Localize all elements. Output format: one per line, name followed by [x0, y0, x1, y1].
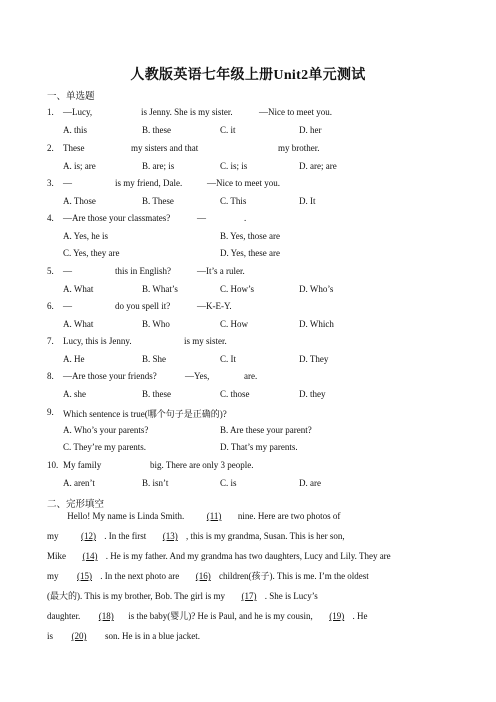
cloze-text: Mike	[47, 551, 66, 561]
question-number: 4.	[47, 213, 54, 223]
option-d: D. her	[299, 125, 322, 135]
option-a: A. Yes, he is	[63, 231, 109, 241]
option-b: B. She	[142, 354, 167, 364]
cloze-text: . In the next photo are	[100, 571, 180, 581]
question-stem: is my friend, Dale.	[115, 178, 183, 188]
option-c: C. Yes, they are	[63, 248, 120, 258]
blank-19[interactable]: (19)	[329, 611, 345, 621]
option-d: D. They	[299, 354, 329, 364]
question-stem: —It’s a ruler.	[197, 266, 245, 276]
option-d: D. they	[299, 389, 326, 399]
cloze-line-1	[47, 506, 457, 526]
cloze-text: . He is my father. And my grandma has two daughters, Lucy and Lily. They are	[105, 551, 391, 561]
question-number: 3.	[47, 178, 54, 188]
question-10	[47, 460, 254, 470]
question-stem: do you spell it?	[115, 301, 171, 311]
question-stem: My family	[63, 460, 102, 470]
cloze-text: son. He is in a blue jacket.	[105, 631, 200, 641]
cloze-text: . She is Lucy’s	[264, 591, 318, 601]
question-stem: Which sentence is true(哪个句子是正确的)?	[63, 409, 227, 419]
option-c: C. those	[220, 389, 250, 399]
question-stem: Lucy, this is Jenny.	[63, 336, 132, 346]
cloze-text: is the baby(婴儿)? He is Paul, and he is my cousin,	[128, 611, 313, 621]
option-b: B. What’s	[142, 284, 178, 294]
question-stem: is Jenny. She is my sister.	[141, 107, 233, 117]
section-heading-cloze: 二、完形填空	[47, 500, 105, 510]
cloze-line-2	[47, 526, 457, 546]
question-number: 6.	[47, 301, 54, 311]
question-stem: .	[244, 213, 247, 223]
section-heading-multiple-choice: 一、单选题	[47, 92, 95, 102]
option-d: D. It	[299, 196, 316, 206]
question-number: 2.	[47, 143, 54, 153]
cloze-text: nine. Here are two photos of	[237, 511, 341, 521]
question-stem: big. There are only 3 people.	[150, 460, 254, 470]
question-8	[47, 371, 258, 381]
question-stem: —Lucy,	[63, 107, 93, 117]
cloze-text: daughter.	[47, 611, 81, 621]
question-7	[47, 336, 227, 346]
question-stem: —Nice to meet you.	[207, 178, 280, 188]
option-a: A. she	[63, 389, 86, 399]
question-stem: —Nice to meet you.	[259, 107, 332, 117]
question-number: 7.	[47, 336, 54, 346]
cloze-line-3	[47, 546, 457, 566]
cloze-text: . He	[352, 611, 368, 621]
question-stem: —	[63, 178, 72, 188]
question-9	[47, 407, 227, 419]
blank-20[interactable]: (20)	[71, 631, 87, 641]
question-3	[47, 178, 280, 188]
question-number: 9.	[47, 407, 54, 417]
blank-18[interactable]: (18)	[98, 611, 114, 621]
cloze-text: . In the first	[104, 531, 147, 541]
option-a: A. What	[63, 319, 94, 329]
question-stem: —K-E-Y.	[197, 301, 232, 311]
option-a: A. Who’s your parents?	[63, 425, 149, 435]
cloze-line-4	[47, 566, 457, 586]
question-stem: my sisters and that	[131, 143, 199, 153]
option-c: C. How’s	[220, 284, 255, 294]
option-c: C. is	[220, 478, 237, 488]
cloze-passage	[47, 506, 457, 646]
question-5	[47, 266, 245, 276]
cloze-text: is	[47, 631, 54, 641]
cloze-line-5	[47, 586, 457, 606]
option-c: C. They’re my parents.	[63, 442, 147, 452]
cloze-text: my	[47, 531, 59, 541]
cloze-line-6	[47, 606, 457, 626]
option-a: A. He	[63, 354, 85, 364]
question-number: 8.	[47, 371, 54, 381]
cloze-text: children(孩子). This is me. I’m the oldest	[219, 571, 369, 581]
question-stem: —	[197, 213, 206, 223]
blank-14[interactable]: (14)	[82, 551, 98, 561]
option-a: A. this	[63, 125, 88, 135]
cloze-text: , this is my grandma, Susan. This is her son,	[186, 531, 345, 541]
option-d: D. are; are	[299, 161, 337, 171]
option-d: D. Which	[299, 319, 334, 329]
question-stem: —Are those your classmates?	[63, 213, 171, 223]
option-a: A. aren’t	[63, 478, 95, 488]
blank-16[interactable]: (16)	[195, 571, 211, 581]
cloze-text: (最大的). This is my brother, Bob. The girl is my	[47, 591, 225, 601]
cloze-line-7	[47, 626, 457, 646]
option-b: B. are; is	[142, 161, 175, 171]
question-stem: is my sister.	[184, 336, 227, 346]
question-stem: are.	[244, 371, 258, 381]
question-number: 1.	[47, 107, 54, 117]
question-1	[47, 107, 332, 117]
blank-17[interactable]: (17)	[241, 591, 257, 601]
question-stem: These	[63, 143, 85, 153]
question-4	[47, 213, 247, 223]
option-b: B. these	[142, 125, 171, 135]
question-number: 5.	[47, 266, 54, 276]
option-c: C. This	[220, 196, 247, 206]
option-c: C. How	[220, 319, 249, 329]
page-title: 人教版英语七年级上册Unit2单元测试	[130, 68, 366, 83]
cloze-text: my	[47, 571, 59, 581]
option-b: B. Who	[142, 319, 170, 329]
option-c: C. it	[220, 125, 236, 135]
option-b: B. isn’t	[142, 478, 169, 488]
option-c: C. is; is	[220, 161, 248, 171]
option-d: D. are	[299, 478, 321, 488]
option-b: B. Yes, those are	[220, 231, 280, 241]
question-stem: —	[63, 301, 72, 311]
option-d: D. Yes, these are	[220, 248, 280, 258]
option-a: A. Those	[63, 196, 96, 206]
question-2	[47, 143, 320, 153]
option-b: B. these	[142, 389, 171, 399]
question-stem: —	[63, 266, 72, 276]
option-b: B. Are these your parent?	[220, 425, 312, 435]
option-d: D. Who’s	[299, 284, 334, 294]
cloze-text: Hello! My name is Linda Smith.	[67, 511, 185, 521]
blank-11[interactable]: (11)	[206, 511, 222, 521]
blank-15[interactable]: (15)	[77, 571, 93, 581]
question-6	[47, 301, 232, 311]
question-stem: —Yes,	[185, 371, 210, 381]
question-stem: —Are those your friends?	[63, 371, 157, 381]
option-a: A. is; are	[63, 161, 96, 171]
blank-13[interactable]: (13)	[162, 531, 178, 541]
option-a: A. What	[63, 284, 94, 294]
option-d: D. That’s my parents.	[220, 442, 298, 452]
option-b: B. These	[142, 196, 174, 206]
blank-12[interactable]: (12)	[81, 531, 97, 541]
question-number: 10.	[47, 460, 59, 470]
question-stem: my brother.	[278, 143, 320, 153]
question-stem: this in English?	[115, 266, 171, 276]
option-c: C. It	[220, 354, 237, 364]
